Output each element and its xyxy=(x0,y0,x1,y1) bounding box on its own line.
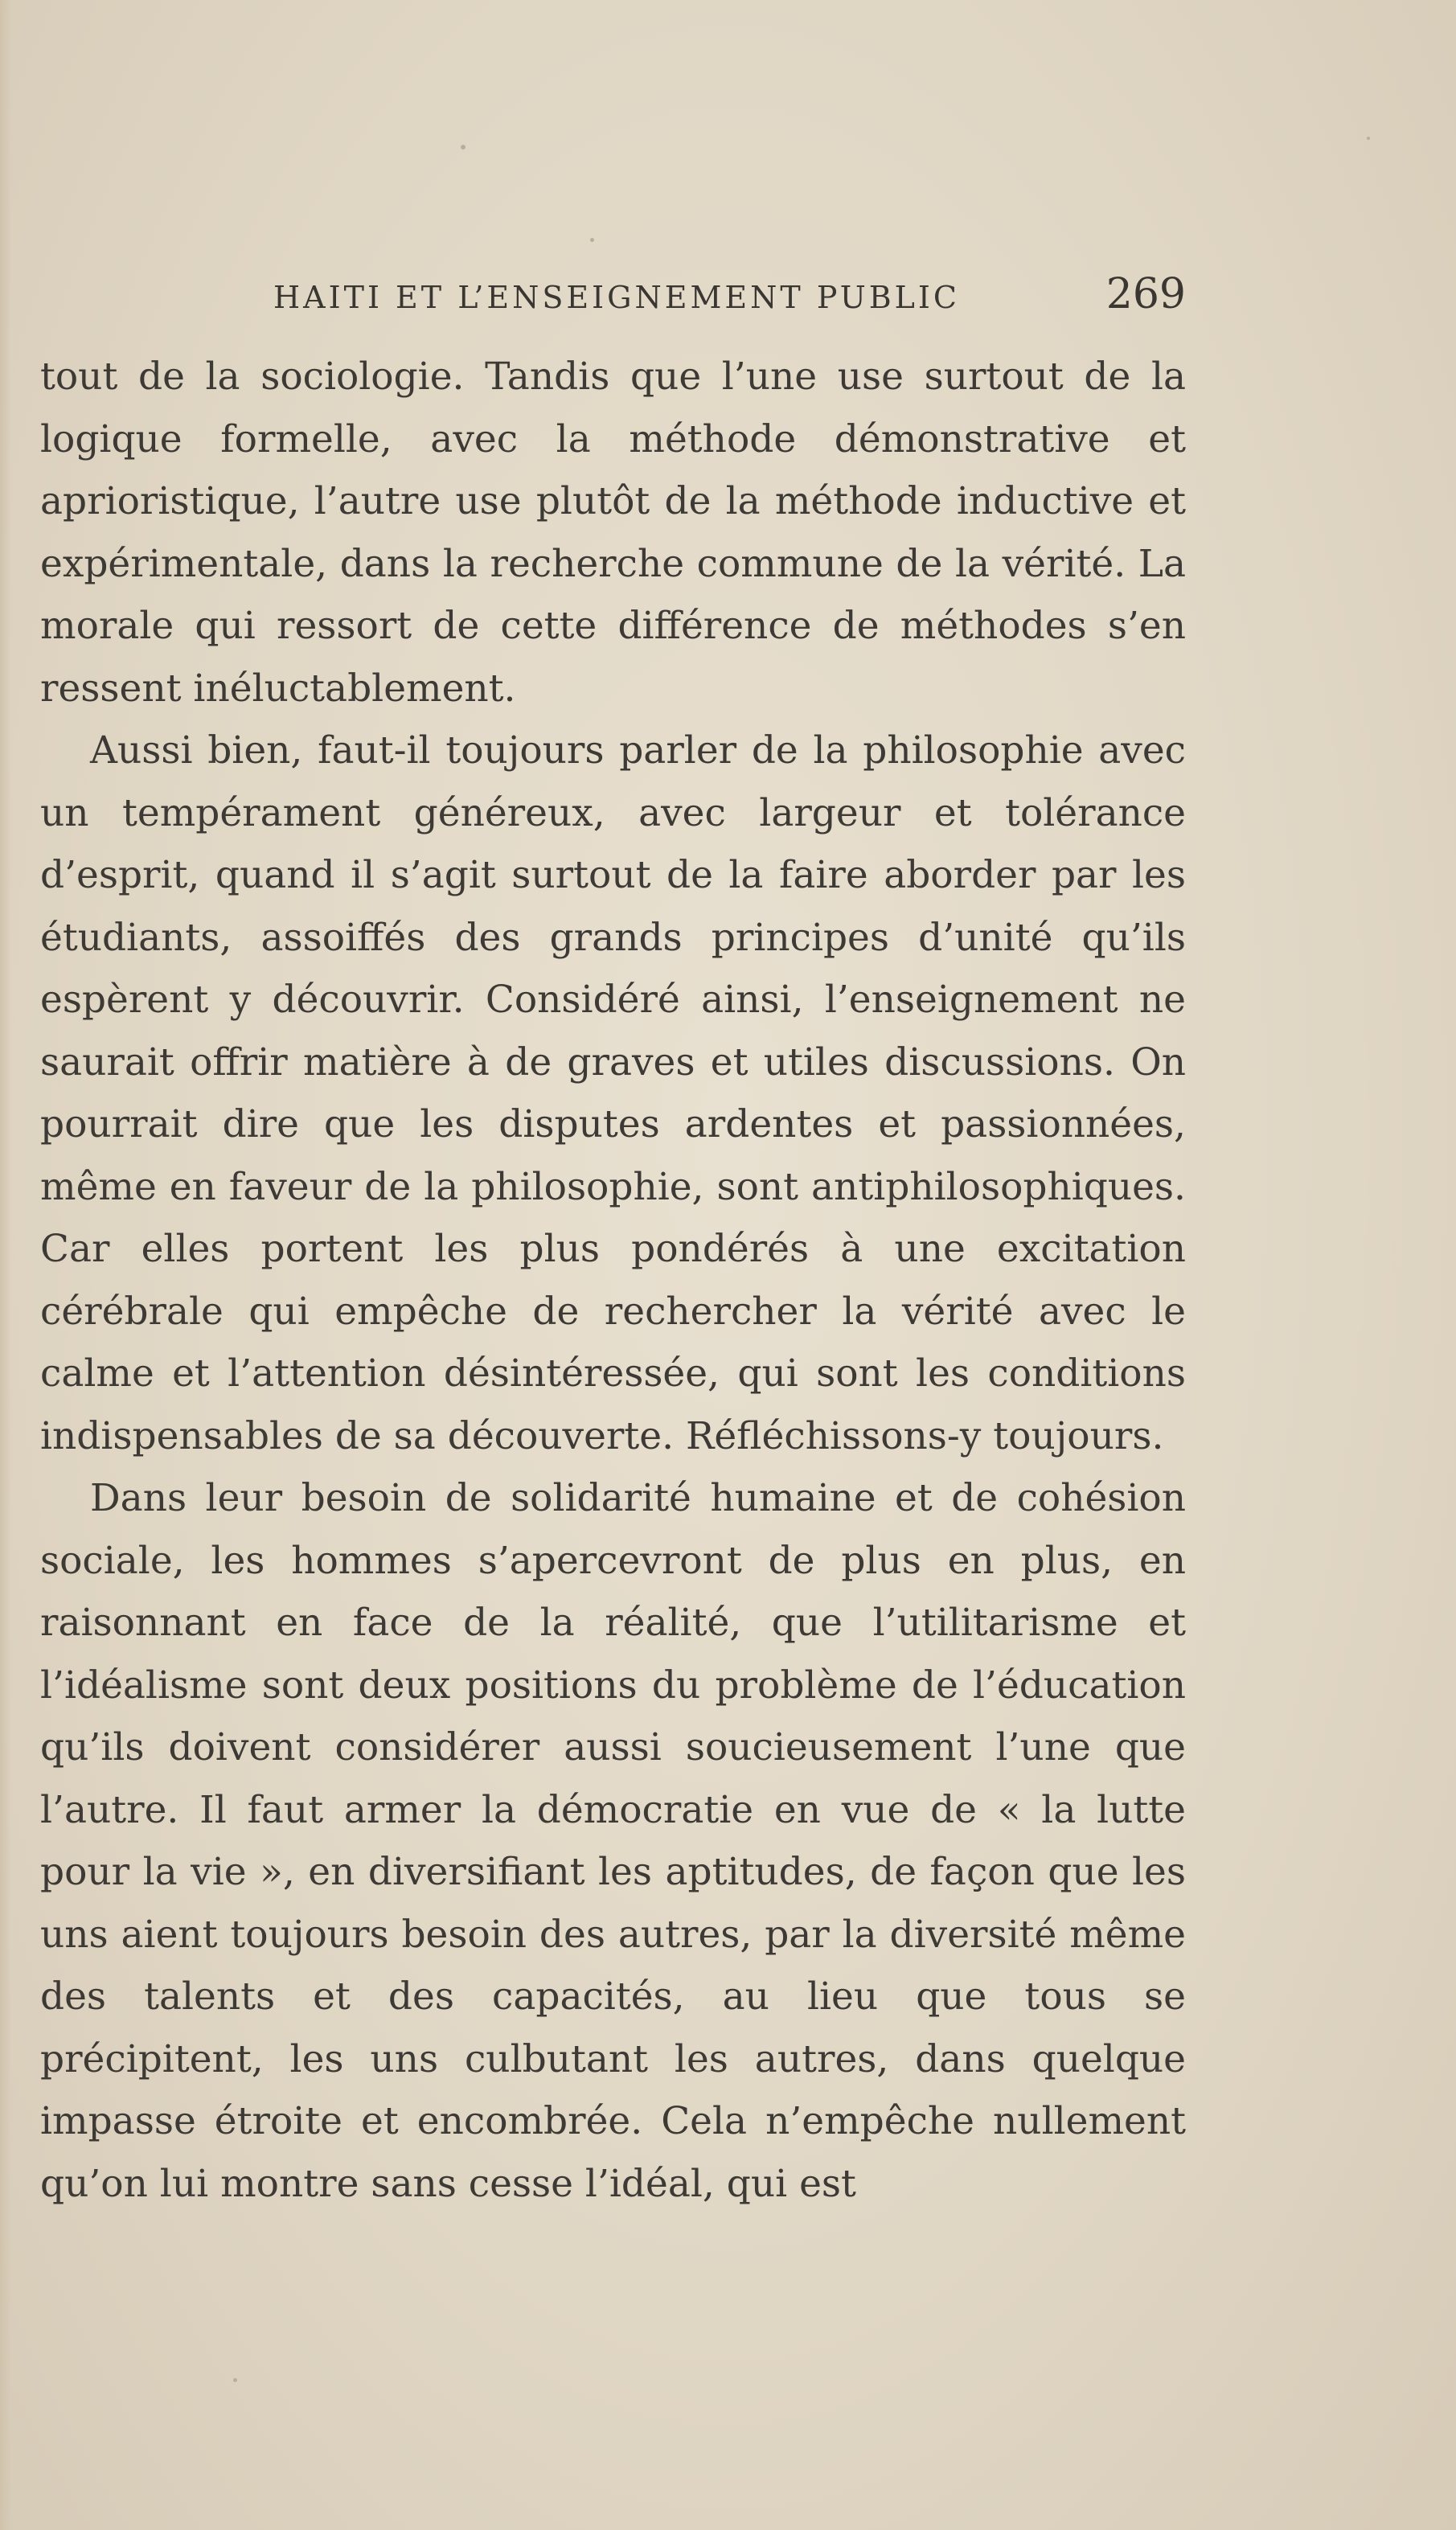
paragraph-1: tout de la sociologie. Tandis que l’une use surtout de la logique formelle, avec la méthode démonstrative et aprioristique, l’autre use plutôt de la méthode inductive et expérimentale, dans la recherche commune de la vérité. La morale qui ressort de cette différence de méthodes s’en ressent inéluctablement. xyxy=(40,355,1186,711)
page-number: 269 xyxy=(1105,270,1186,318)
body-text xyxy=(40,346,1186,2215)
paper-speck xyxy=(461,145,466,150)
running-title: HAITI ET L’ENSEIGNEMENT PUBLIC xyxy=(273,280,961,315)
paper-speck xyxy=(590,238,594,242)
paper-speck xyxy=(233,2378,237,2382)
page-edge-shadow xyxy=(0,0,11,2530)
running-header xyxy=(273,270,1186,318)
paragraph-2: Aussi bien, faut-il toujours parler de la philosophie avec un tempérament généreux, avec largeur et tolérance d’esprit, quand il s’agit surtout de la faire aborder par les étudiants, assoiffés des grands principes d’unité qu’ils espèrent y découvrir. Considéré ainsi, l’enseignement ne saurait offrir matière à de graves et utiles discussions. On pourrait dire que les disputes ardentes et passionnées, même en faveur de la philosophie, sont antiphilosophiques. Car elles portent les plus pondérés à une excitation cérébrale qui empêche de rechercher la vérité avec le calme et l’attention désintéressée, qui sont les conditions indispensables de sa découverte. Réfléchissons-y toujours. xyxy=(40,728,1186,1458)
paper-speck xyxy=(1367,137,1370,140)
paragraph-3: Dans leur besoin de solidarité humaine et de cohésion sociale, les hommes s’apercevront de plus en plus, en raisonnant en face de la réalité, que l’utilitarisme et l’idéalisme sont deux positions du problème de l’éducation qu’ils doivent considérer aussi soucieusement l’une que l’autre. Il faut armer la démocratie en vue de « la lutte pour la vie », en diversifiant les aptitudes, de façon que les uns aient toujours besoin des autres, par la diversité même des talents et des capacités, au lieu que tous se précipitent, les uns culbutant les autres, dans quelque impasse étroite et encombrée. Cela n’empêche nullement qu’on lui montre sans cesse l’idéal, qui est xyxy=(40,1476,1186,2206)
